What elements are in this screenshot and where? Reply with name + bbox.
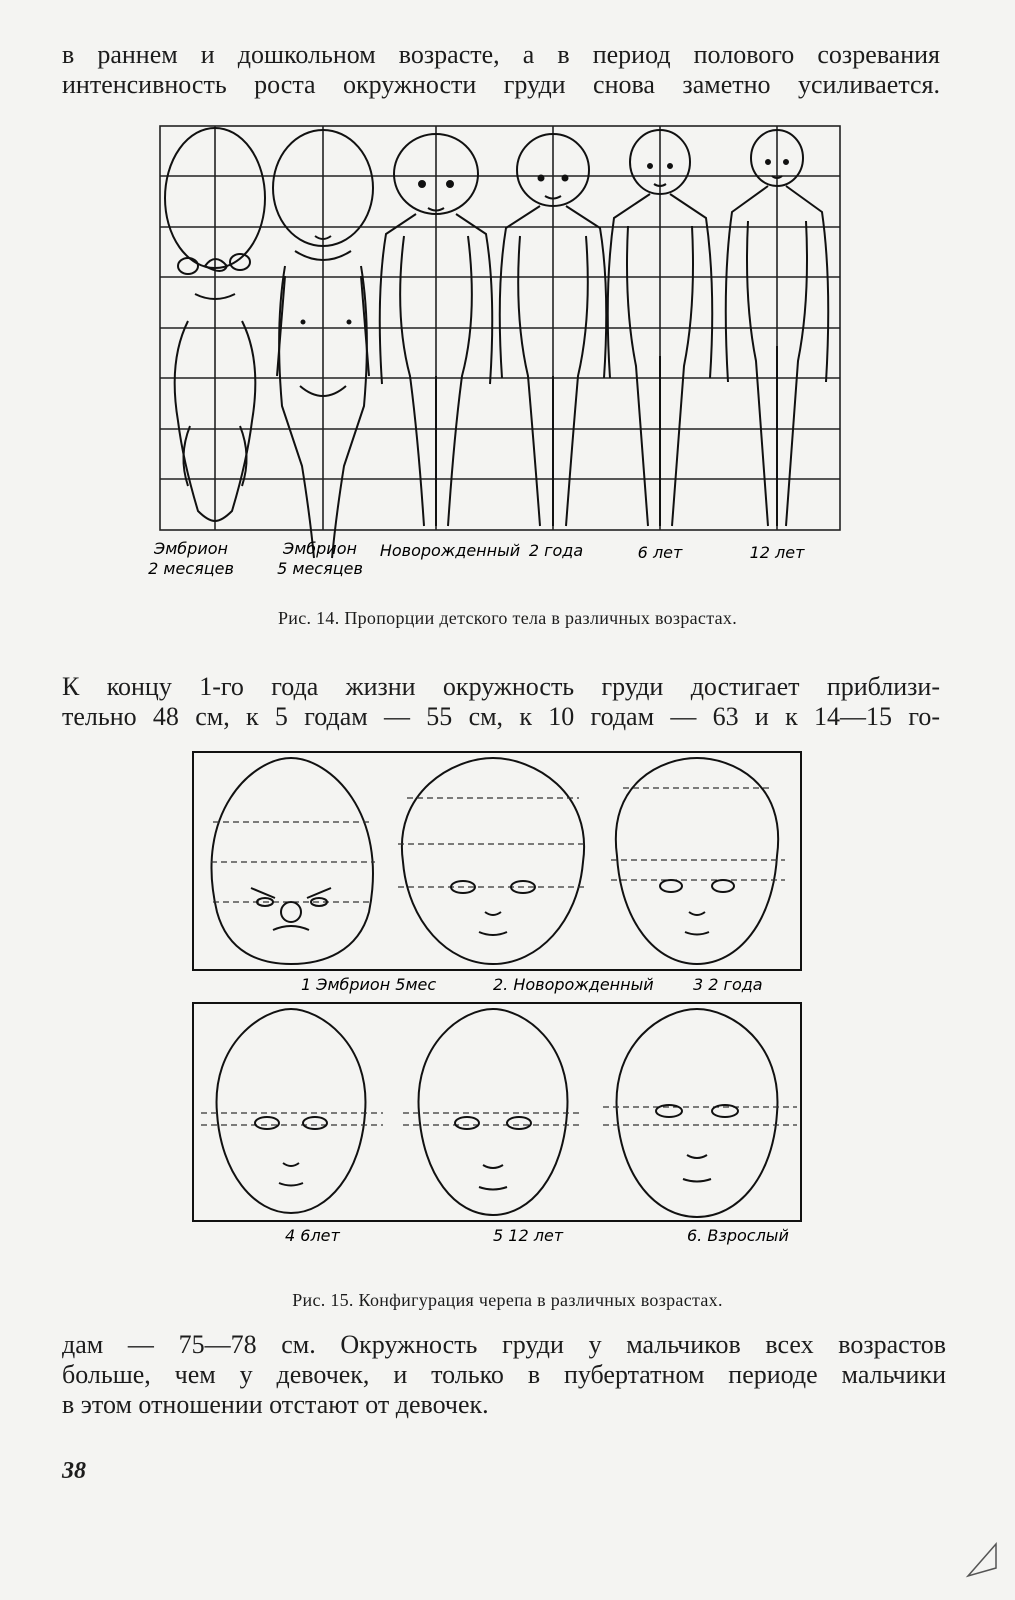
figure-15-label-2: 2. Новорожденный	[493, 975, 654, 994]
skull-embryo-5-months	[211, 758, 375, 964]
figure-15-label-5: 5 12 лет	[493, 1226, 564, 1245]
figure-14-label-2b: 5 месяцев	[277, 559, 363, 578]
skull-6-years	[201, 1009, 383, 1213]
figure-15-label-4: 4 6лет	[285, 1226, 340, 1245]
paragraph-line: К концу 1-го года жизни окружность груди достигает приблизи-	[62, 672, 940, 701]
figure-14-body-proportions	[148, 126, 840, 596]
paragraph-line: интенсивность роста окружности груди снова заметно усиливается.	[62, 70, 940, 99]
figure-14-label-4: 2 года	[528, 541, 584, 560]
figure-15-top-row	[193, 752, 803, 1002]
paragraph-3	[62, 1330, 946, 1420]
paragraph-line: больше, чем у девочек, и только в пубертатном периоде мальчики	[62, 1360, 946, 1389]
skull-adult	[603, 1009, 797, 1217]
skull-2-years	[611, 758, 785, 964]
paragraph-1	[62, 40, 940, 100]
figure-15-label-3: 3 2 года	[693, 975, 763, 994]
figure-15-label-1: 1 Эмбрион 5мес	[301, 975, 437, 994]
figure-14-label-5: 6 лет	[637, 543, 683, 562]
scan-corner-mark	[960, 1540, 1000, 1580]
paragraph-2	[62, 672, 940, 732]
figure-14-label-2a: Эмбрион	[283, 539, 357, 558]
figure-14-label-1a: Эмбрион	[154, 539, 228, 558]
paragraph-line: в этом отношении отстают от девочек.	[62, 1390, 489, 1419]
paragraph-line: тельно 48 см, к 5 годам — 55 см, к 10 годам — 63 и к 14—15 го-	[62, 702, 940, 731]
figure-15-bottom-row	[193, 1003, 803, 1253]
figure-15-label-6: 6. Взрослый	[687, 1226, 789, 1245]
paragraph-line: дам — 75—78 см. Окружность груди у мальчиков всех возрастов	[62, 1330, 946, 1359]
figure-14-label-1b: 2 месяцев	[148, 559, 234, 578]
figure-15-caption: Рис. 15. Конфигурация черепа в различных возрастах.	[292, 1290, 723, 1310]
paragraph-line: в раннем и дошкольном возрасте, а в период полового созревания	[62, 40, 940, 69]
page-number: 38	[62, 1458, 86, 1484]
skull-12-years	[403, 1009, 583, 1215]
skull-newborn	[398, 758, 588, 964]
figure-14-label-3: Новорожденный	[379, 541, 521, 560]
figure-14-label-6: 12 лет	[749, 543, 805, 562]
figure-14-caption: Рис. 14. Пропорции детского тела в различных возрастах.	[277, 608, 737, 628]
